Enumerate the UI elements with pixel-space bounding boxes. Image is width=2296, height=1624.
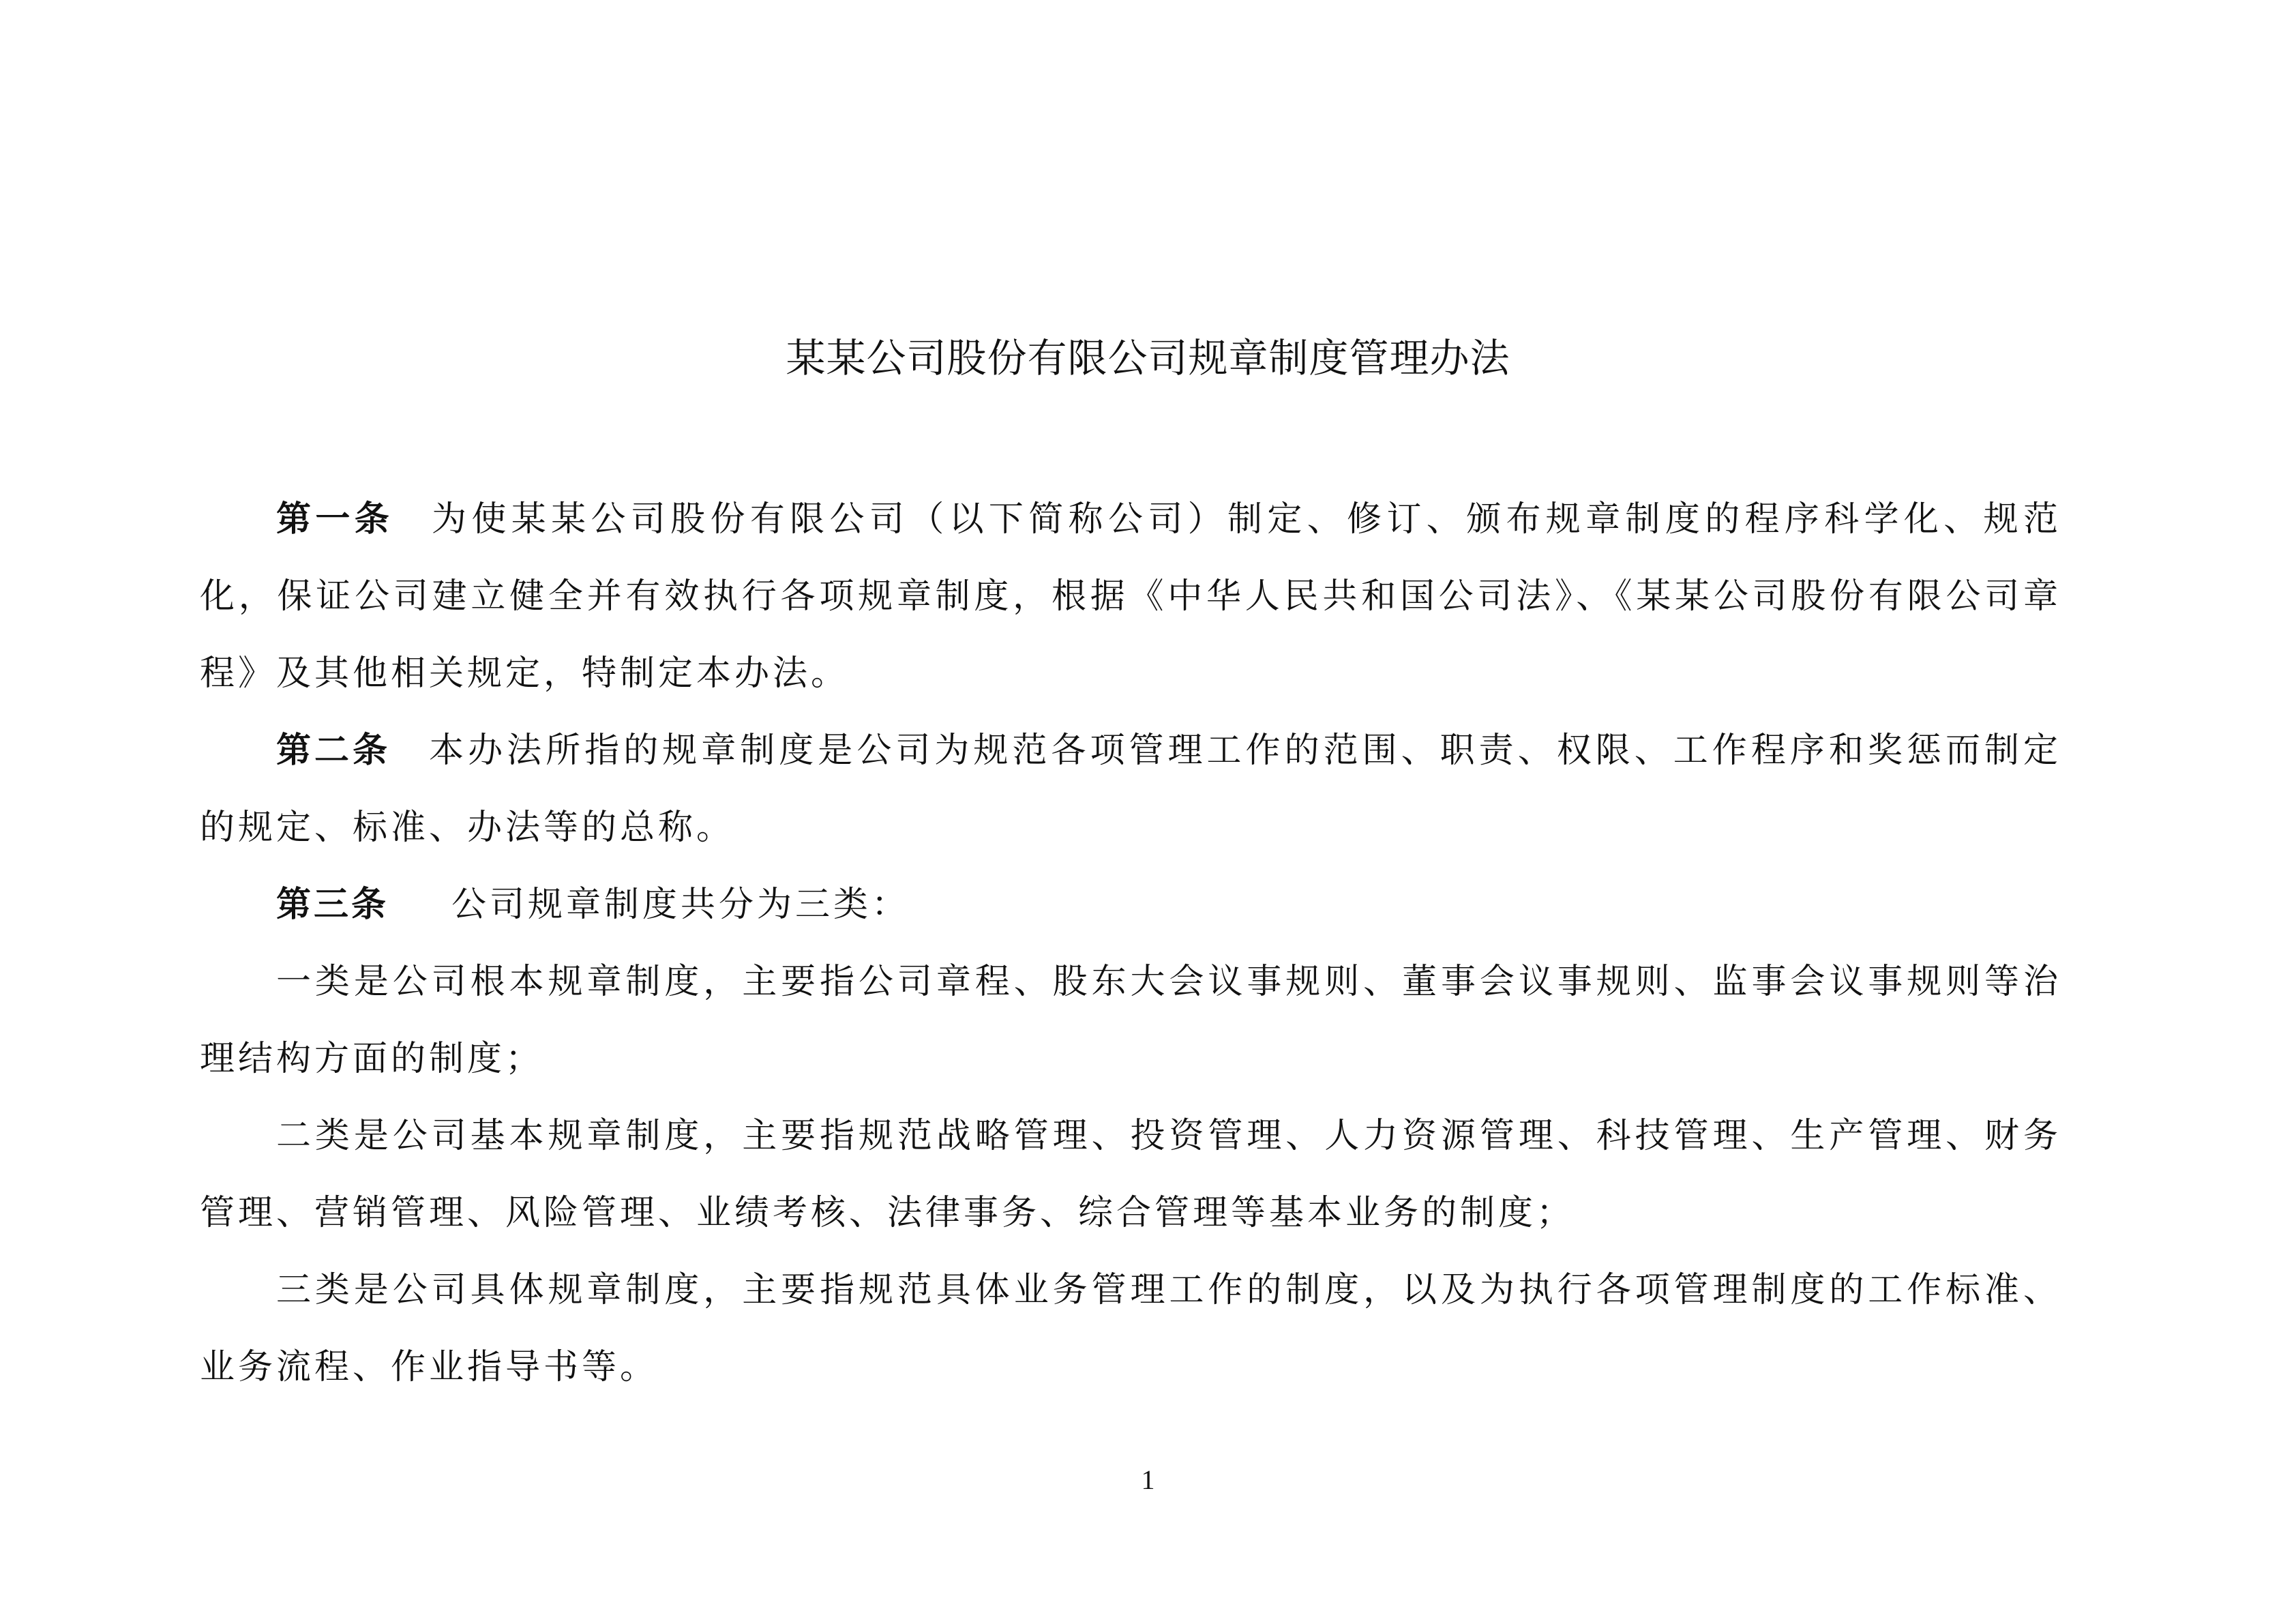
article-3 <box>200 866 2061 943</box>
article-2 <box>200 712 2061 866</box>
article-1-text: 为使某某公司股份有限公司（以下简称公司）制定、修订、颁布规章制度的程序科学化、规范化，保证公司建立健全并有效执行各项规章制度，根据《中华人民共和国公司法》、《某某公司股份有限公司章程》及其他相关规定，特制定本办法。 <box>200 499 2061 694</box>
article-2-label: 第二条 <box>276 730 391 771</box>
page-number: 1 <box>1141 1464 1155 1495</box>
category-2: 二类是公司基本规章制度，主要指规范战略管理、投资管理、人力资源管理、科技管理、生产管理、财务管理、营销管理、风险管理、业绩考核、法律事务、综合管理等基本业务的制度； <box>200 1116 2061 1233</box>
document-body <box>200 481 2061 1406</box>
document-title: 某某公司股份有限公司规章制度管理办法 <box>786 335 1510 381</box>
category-1: 一类是公司根本规章制度，主要指公司章程、股东大会议事规则、董事会议事规则、监事会议事规则等治理结构方面的制度； <box>200 962 2061 1079</box>
article-1-label: 第一条 <box>276 499 394 540</box>
article-3-label: 第三条 <box>276 885 389 925</box>
article-1 <box>200 481 2061 712</box>
article-2-text: 本办法所指的规章制度是公司为规范各项管理工作的范围、职责、权限、工作程序和奖惩而制定的规定、标准、办法等的总称。 <box>200 730 2061 848</box>
article-3-text: 公司规章制度共分为三类： <box>451 885 910 925</box>
category-3: 三类是公司具体规章制度，主要指规范具体业务管理工作的制度，以及为执行各项管理制度的工作标准、业务流程、作业指导书等。 <box>200 1270 2061 1387</box>
